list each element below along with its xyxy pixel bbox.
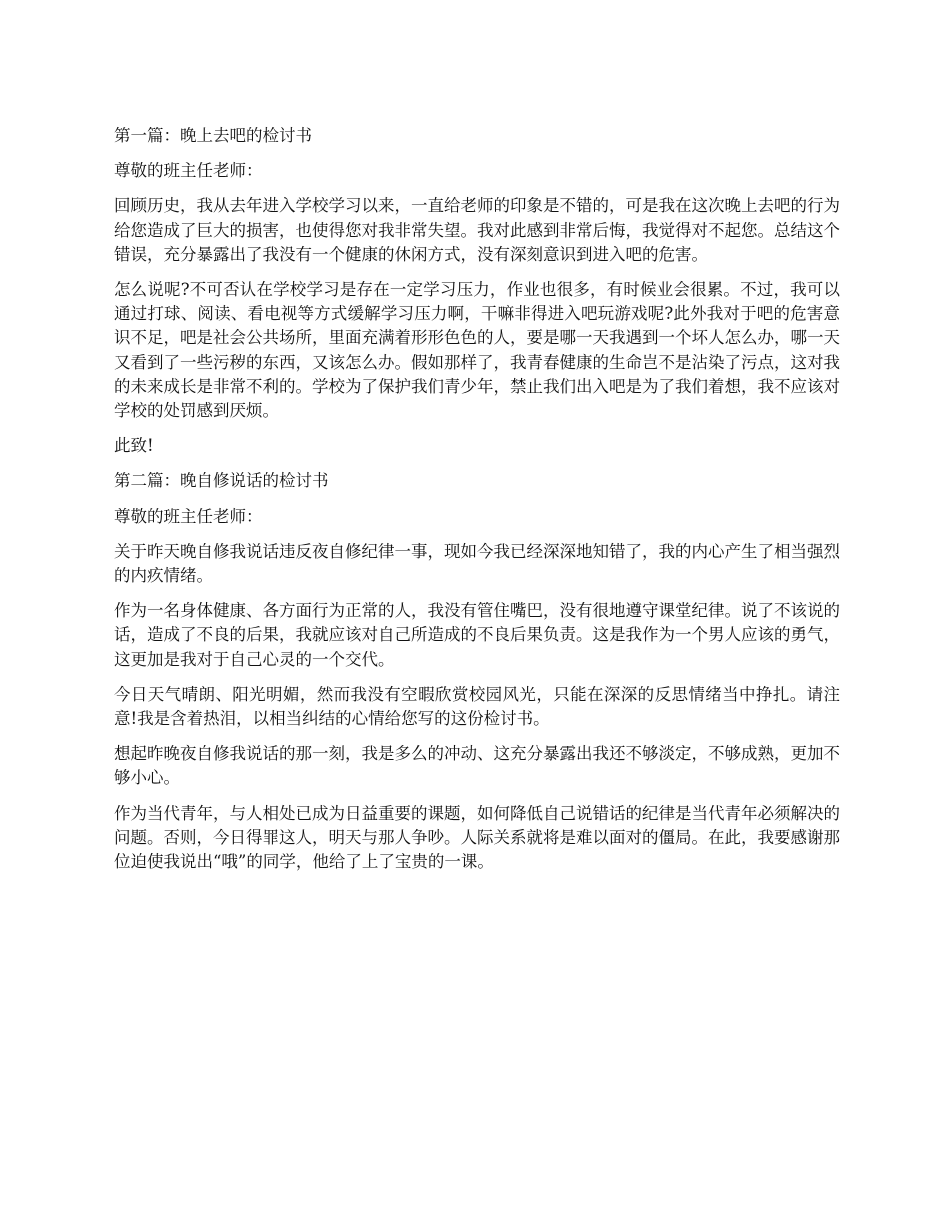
closing-line: 此致! [114,436,154,456]
body-paragraph: 作为当代青年，与人相处已成为日益重要的课题，如何降低自己说错话的纪律是当代青年必须解决的问题。否则，今日得罪这人，明天与那人争吵。人际关系就将是难以面对的僵局。在此，我要感谢那位迫使我说出“哦”的同学，他给了上了宝贵的一课。 [114,803,840,872]
body-paragraph: 今日天气晴朗、阳光明媚，然而我没有空暇欣赏校园风光，只能在深深的反思情绪当中挣扎。请注意!我是含着热泪，以相当纠结的心情给您写的这份检讨书。 [114,684,840,729]
body-paragraph: 关于昨天晚自修我说话违反夜自修纪律一事，现如今我已经深深地知错了，我的内心产生了相当强烈的内疚情绪。 [114,541,840,586]
section-two-title: 第二篇：晚自修说话的检讨书 [114,471,329,491]
body-paragraph: 作为一名身体健康、各方面行为正常的人，我没有管住嘴巴，没有很地遵守课堂纪律。说了不该说的话，造成了不良的后果，我就应该对自己所造成的不良后果负责。这是我作为一个男人应该的勇气，这更加是我对于自己心灵的一个交代。 [114,601,840,669]
body-paragraph: 回顾历史，我从去年进入学校学习以来，一直给老师的印象是不错的，可是我在这次晚上去吧的行为给您造成了巨大的损害，也使得您对我非常失望。我对此感到非常后悔，我觉得对不起您。总结这个错误，充分暴露出了我没有一个健康的休闲方式，没有深刻意识到进入吧的危害。 [114,196,840,264]
body-paragraph: 怎么说呢?不可否认在学校学习是存在一定学习压力，作业也很多，有时候业会很累。不过，我可以通过打球、阅读、看电视等方式缓解学习压力啊，干嘛非得进入吧玩游戏呢?此外我对于吧的危害意识不足，吧是社会公共场所，里面充满着形形色色的人，要是哪一天我遇到一个坏人怎么办，哪一天又看到了一些污秽的东西，又该怎么办。假如那样了，我青春健康的生命岂不是沾染了污点，这对我的未来成长是非常不利的。学校为了保护我们青少年，禁止我们出入吧是为了我们着想，我不应该对学校的处罚感到厌烦。 [114,280,840,421]
body-paragraph: 想起昨晚夜自修我说话的那一刻，我是多么的冲动、这充分暴露出我还不够淡定，不够成熟，更加不够小心。 [114,744,840,788]
document-body [114,124,840,885]
salutation-two: 尊敬的班主任老师： [114,506,263,526]
salutation-one: 尊敬的班主任老师： [114,161,263,181]
section-one-title: 第一篇：晚上去吧的检讨书 [114,126,312,145]
